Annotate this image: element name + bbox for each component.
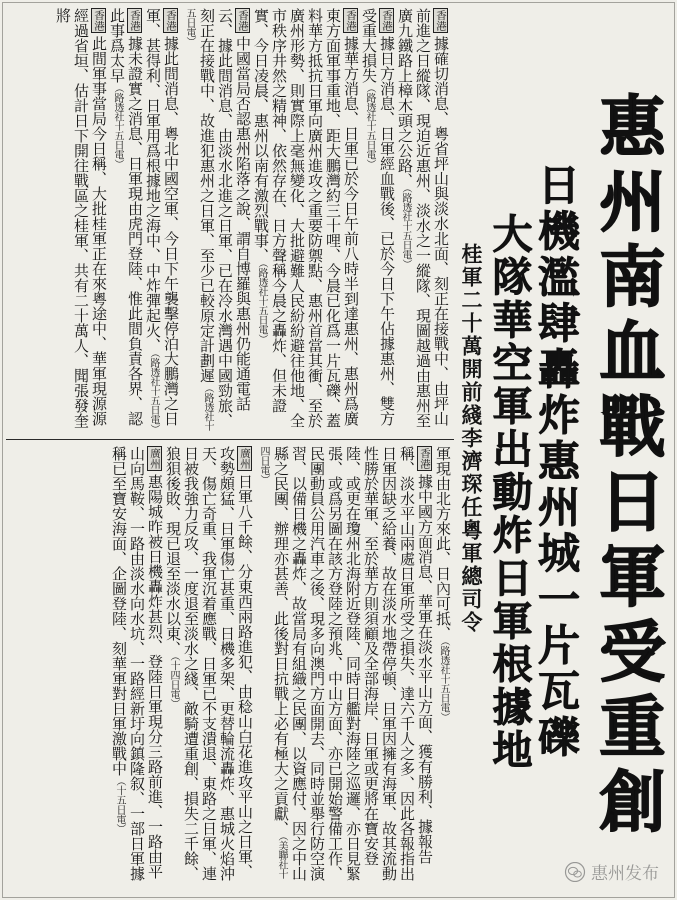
- article: [144, 8, 180, 434]
- article: [396, 8, 450, 434]
- wire-credit: （路透社十五日電）: [364, 83, 375, 169]
- article-text: 據未證實之消息、日軍現由虎門登陸、惟此間負責各界、認此事爲太早: [108, 8, 144, 426]
- article: [54, 8, 108, 434]
- main-headline: 惠州南血戰日軍受重創: [588, 92, 666, 842]
- wechat-icon: [564, 862, 586, 882]
- watermark-text: 惠州发布: [591, 864, 659, 884]
- wire-credit: （十五日電）: [114, 776, 125, 833]
- dateline-tag: 香港: [419, 448, 431, 469]
- subheadline-guangxi-army: 桂軍二十萬開前綫李濟琛任粵軍總司令: [459, 243, 484, 634]
- dateline-tag: 香港: [93, 10, 105, 31]
- article-text: 軍現由北方來此、日內可抵、: [434, 446, 452, 641]
- article-text: 據此間消息、粵北中國空軍、今日下午襲擊停泊大鵬灣之日軍、甚得利、日軍用爲根據地之海中、中炸彈起火、: [144, 8, 180, 426]
- upper-article-block: [8, 8, 450, 434]
- article: [108, 8, 144, 434]
- dateline-tag: 香港: [435, 10, 447, 31]
- wire-credit: （路透社十五日電）: [400, 188, 411, 269]
- dateline-tag: 廣州: [239, 448, 251, 469]
- article: [360, 8, 396, 434]
- article-text: 此間軍事當局今日稱、大批桂軍正在來粵途中、華軍現源源經過省垣、估計日下開往戰區之桂軍、共有二十萬人、聞張發奎將: [54, 8, 108, 428]
- dateline-tag: 香港: [237, 10, 249, 31]
- article-text: 據確切消息、粵省坪山與淡水北面、刻正在接戰中、由坪山前進之日縱隊、現迫近惠州、淡水之一縱隊、現圖越過由惠州至廣九鐵路上樟木頭之公路、: [396, 8, 450, 428]
- wire-credit: （路透社十五日電）: [256, 263, 267, 344]
- lower-article-block: [8, 446, 452, 882]
- watermark: [564, 859, 659, 884]
- article: [180, 8, 252, 434]
- wire-credit: （十四日電）: [168, 656, 179, 708]
- wire-credit: （路透社十五日電）: [438, 641, 449, 722]
- wire-credit: （路透社十五日電）: [148, 353, 159, 434]
- dateline-tag: 香港: [345, 10, 357, 31]
- wire-credit: （路透社十五日電）: [112, 83, 123, 169]
- article-text: 惠陽城昨被日機轟炸甚烈、登陸日軍現分三路前進、一路由平山向馬鞍、一路由淡水向水坑、一路經新圩向鎮隆叙、一部日軍據稱已至寶安海面、企圖登陸、刻華軍對日軍激戰中: [110, 446, 164, 881]
- dateline-tag: 香港: [381, 10, 393, 31]
- wire-credit: （美聯社十四日電）: [258, 446, 287, 879]
- article-text: 據日方消息、日軍經血戰後、已於今日下午佔據惠州、雙方受重大損失: [360, 8, 396, 426]
- dateline-tag: 香港: [129, 10, 141, 31]
- article-text: 據華方消息、日軍已於今日午前八時半到達惠州、惠州爲廣東方面軍事重地、距大鵬灣約三十哩、今晨已化爲一片瓦礫、蓋料華方抵抗日軍向廣州進攻之重要防禦點、惠州首當其衝、至於廣州形勢、則實際上毫無變化、大批避難人民紛紛避往他地、全市秩序井然之精神、依然存在、日方聲稱今晨之轟炸、但未證實、今日凌晨、惠州以南有激烈戰事、: [252, 8, 360, 428]
- wire-credit: （路透社十五日電）: [184, 8, 213, 431]
- article: [252, 8, 360, 434]
- section-divider: [6, 439, 454, 440]
- article: [164, 446, 254, 882]
- article: [254, 446, 434, 882]
- subheadline-bombing: 日機濫肆轟炸惠州城一片瓦礫: [532, 163, 581, 761]
- article-text: 日軍八千餘、分東西兩路進犯、由稔山白花進攻平山之日軍、攻勢頗猛、日軍傷亡甚重、日機多架、更替輪流轟炸、惠城火焰沖天、傷亡奇重、我軍沉着應戰、日軍已不支潰退、東路之日軍、連日被我強力反攻、一度退至淡水之綫、敵騎遭重創、損失二千餘、狼狽後敗、現已退至淡水以東、: [164, 446, 254, 881]
- dateline-tag: 廣州: [149, 448, 161, 469]
- subheadline-air-force: 大隊華空軍出動炸日軍根據地: [486, 213, 533, 772]
- article-text: 據中國方面消息、華軍在淡水平山方面、獲有勝利、據報告稱、淡水平山兩處日軍所受之損失、達六千人之多、因此各報指出日軍因缺乏給養、故在淡水地帶停頓、日軍因擁有海軍、故其流動性勝於華軍、至於華方則須顧及全部海岸、日軍或更將在寶安登陸、或更在瓊州北海附近登陸、同時日艦對海陸之巡邏、亦日見緊張、或爲另圖在該方登陸之預兆、中山方面、亦已開始警備工作、民團動員公用汽車之後、現多向澳門方面開去、同時並舉行防空演習、以備日機之轟炸、故當局有組織之民團、以資應付、因之中山縣之民團、辦理亦甚善、此後對日抗戰上必有極大之貢獻、: [272, 446, 434, 881]
- dateline-tag: 香港: [165, 10, 177, 31]
- article-continuation: [434, 446, 452, 882]
- article: [110, 446, 164, 882]
- article-text: 中國當局否認惠州陷落之說、謂自博羅與惠州仍能通電話云、據此間消息、由淡水北進之日軍、已在冷水灣遇中國勁旅、刻正在接戰中、故進犯惠州之日軍、至少已較原定計劃遲: [198, 8, 252, 428]
